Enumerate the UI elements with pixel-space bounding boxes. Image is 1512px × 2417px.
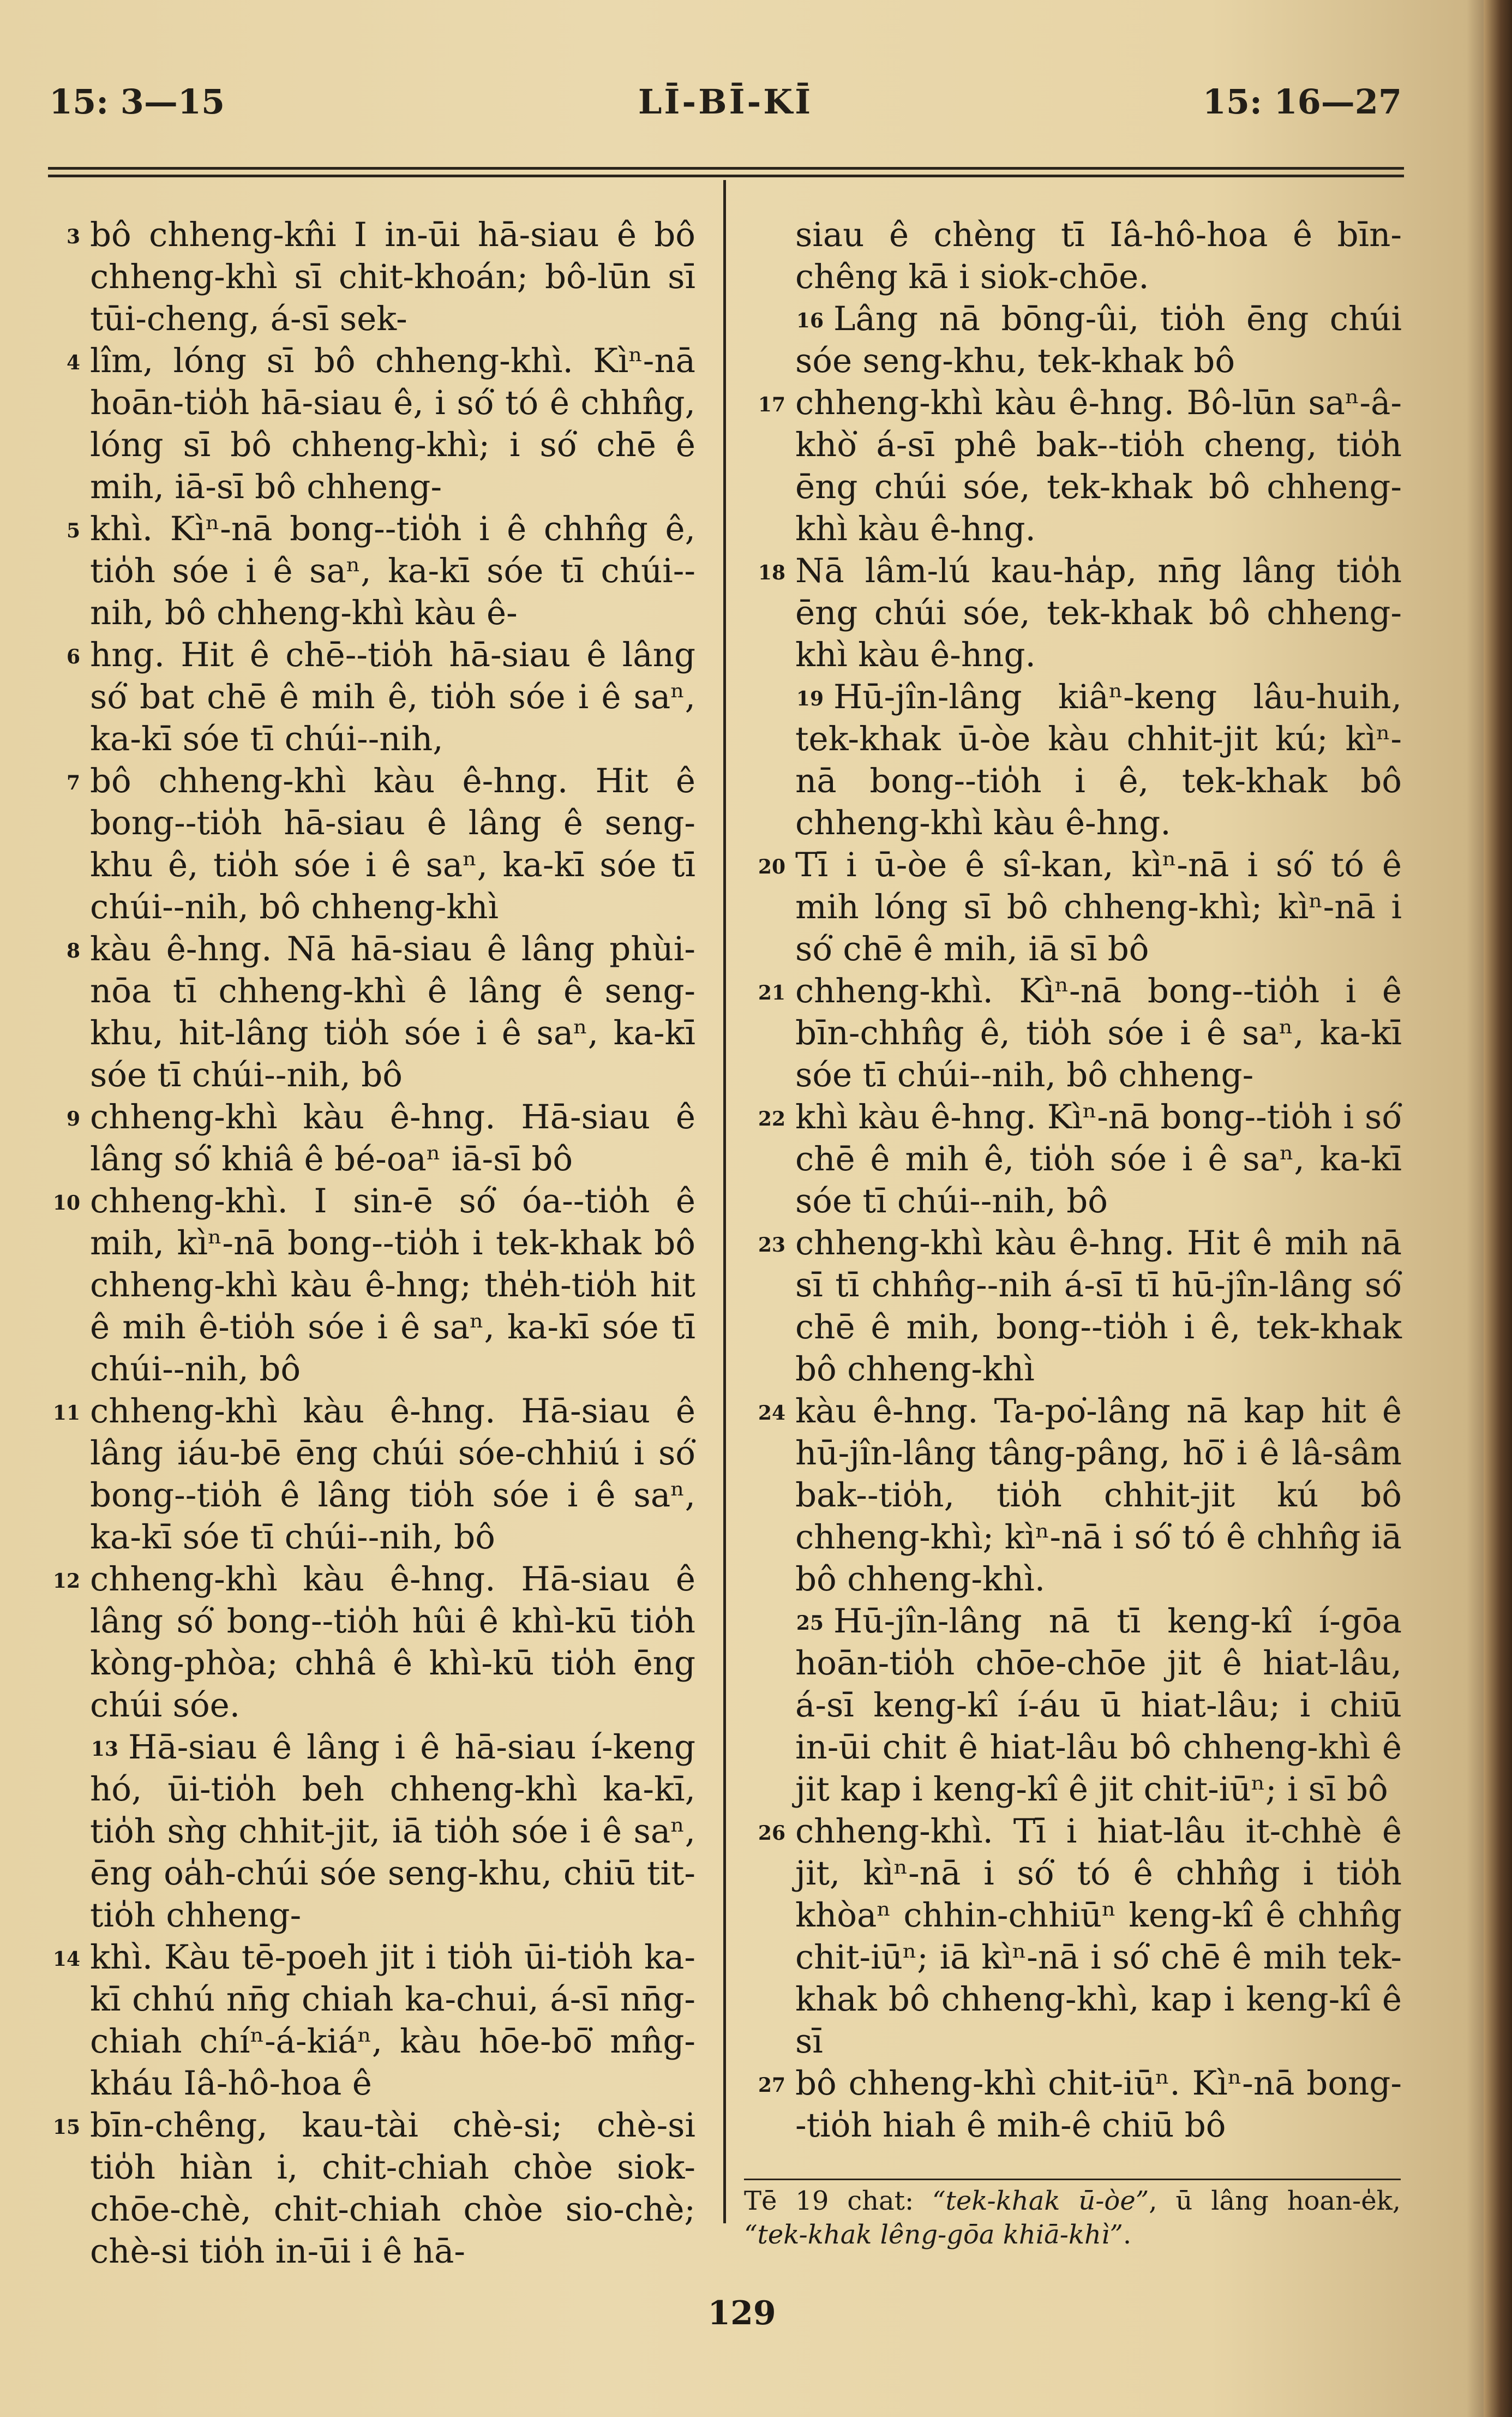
verse-paragraph — [66, 634, 695, 760]
verse-number: 26 — [758, 1822, 785, 1845]
verse-text: Hū-jîn-lâng kiâⁿ-keng lâu-huih, tek-khak ū-òe kàu chhit-jit kú; kìⁿ-nā bong--tio̍h i ê, tek-khak bô chheng-khì kàu ê-hng. — [795, 678, 1402, 842]
verse-paragraph — [795, 1600, 1402, 1810]
verse-number: 15 — [52, 2116, 80, 2139]
header-rule-top — [48, 167, 1404, 170]
verse-text: khì. Kàu tē-poeh jit i tio̍h ūi-tio̍h ka-kī chhú nn̄g chiah ka-chui, á-sī nn̄g-chiah chíⁿ-á-kiáⁿ, kàu hōe-bō͘ mn̂g-kháu Iâ-hô-hoa ê — [90, 1938, 695, 2103]
verse-text: bô chheng-khì kàu ê-hng. Hit ê bong--tio̍h hā-siau ê lâng ê seng-khu ê, tio̍h sóe i ê saⁿ, ka-kī sóe tī chúi--nih, bô chheng-khì — [90, 762, 695, 926]
verse-paragraph — [795, 676, 1402, 844]
verse-text: Hā-siau ê lâng i ê hā-siau í-keng hó, ūi-tio̍h beh chheng-khì ka-kī, tio̍h sǹg chhit-jit, iā tio̍h sóe i ê saⁿ, ēng oa̍h-chúi sóe seng-khu, chiū tit-tio̍h chheng- — [90, 1728, 695, 1935]
verse-number: 13 — [91, 1738, 118, 1761]
verse-text: bô chheng-khì chit-iūⁿ. Kìⁿ-nā bong--tio̍h hiah ê mih-ê chiū bô — [795, 2064, 1402, 2145]
verse-number: 19 — [796, 687, 824, 710]
verse-number: 17 — [758, 393, 785, 416]
verse-number: 5 — [66, 519, 80, 542]
right-text-column — [758, 214, 1402, 2146]
verse-paragraph — [758, 382, 1402, 550]
verse-number: 24 — [758, 1402, 785, 1425]
verse-number: 20 — [758, 855, 785, 878]
verse-paragraph — [795, 298, 1402, 382]
verse-text: kàu ê-hng. Nā hā-siau ê lâng phùi-nōa tī chheng-khì ê lâng ê seng-khu, hit-lâng tio̍h sóe i ê saⁿ, ka-kī sóe tī chúi--nih, bô — [90, 930, 695, 1094]
verse-paragraph — [758, 1222, 1402, 1390]
footnote-suffix: . — [1123, 2219, 1132, 2250]
verse-number: 3 — [66, 225, 80, 248]
verse-paragraph — [758, 550, 1402, 676]
verse-paragraph — [758, 844, 1402, 970]
verse-text: Hū-jîn-lâng nā tī keng-kî í-gōa hoān-tio̍h chōe-chōe jit ê hiat-lâu, á-sī keng-kî í-áu ū hiat-lâu; i chiū in-ūi chit ê hiat-lâu bô chheng-khì ê jit kap i keng-kî ê jit chit-iūⁿ; i sī bô — [795, 1602, 1402, 1809]
verse-number: 8 — [66, 940, 80, 962]
verse-number: 22 — [758, 1108, 785, 1130]
right-verse-range: 15: 16—27 — [1202, 82, 1402, 122]
verse-number: 18 — [758, 561, 785, 584]
verse-text: chheng-khì. Kìⁿ-nā bong--tio̍h i ê bīn-chhn̂g ê, tio̍h sóe i ê saⁿ, ka-kī sóe tī chúi--nih, bô chheng- — [795, 972, 1402, 1094]
verse-number: 4 — [66, 351, 80, 374]
verse-number: 27 — [758, 2074, 785, 2097]
footnote-rule — [744, 2179, 1401, 2180]
verse-text: Nā lâm-lú kau-ha̍p, nn̄g lâng tio̍h ēng chúi sóe, tek-khak bô chheng-khì kàu ê-hng. — [795, 552, 1402, 674]
verse-number: 21 — [758, 982, 785, 1004]
verse-paragraph — [52, 1936, 695, 2104]
verse-text: siau ê chèng tī Iâ-hô-hoa ê bīn-chêng kā i siok-chōe. — [795, 216, 1402, 296]
verse-text: chheng-khì. I sin-ē só͘ óa--tio̍h ê mih, kìⁿ-nā bong--tio̍h i tek-khak bô chheng-khì kàu ê-hng; the̍h-tio̍h hit ê mih ê-tio̍h sóe i ê saⁿ, ka-kī sóe tī chúi--nih, bô — [90, 1182, 695, 1389]
verse-paragraph — [66, 508, 695, 634]
verse-paragraph — [52, 1390, 695, 1558]
verse-paragraph — [90, 1726, 695, 1936]
footnote-middle: , ū lâng hoan-e̍k, — [1149, 2186, 1401, 2216]
verse-text: chheng-khì kàu ê-hng. Hit ê mih nā sī tī chhn̂g--nih á-sī tī hū-jîn-lâng só͘ chē ê mih, bong--tio̍h i ê, tek-khak bô chheng-khì — [795, 1224, 1402, 1389]
verse-paragraph — [66, 928, 695, 1096]
verse-text: khì. Kìⁿ-nā bong--tio̍h i ê chhn̂g ê, tio̍h sóe i ê saⁿ, ka-kī sóe tī chúi--nih, bô chheng-khì kàu ê- — [90, 510, 695, 632]
verse-number: 12 — [52, 1570, 80, 1593]
verse-paragraph — [52, 2104, 695, 2272]
verse-paragraph — [66, 1096, 695, 1180]
page-edge — [1484, 0, 1512, 2417]
verse-number: 9 — [66, 1108, 80, 1130]
left-text-column — [52, 214, 695, 2272]
verse-number: 11 — [52, 1402, 80, 1425]
verse-text: chheng-khì kàu ê-hng. Hā-siau ê lâng iáu-bē ēng chúi sóe-chhiú i só͘ bong--tio̍h ê lâng tio̍h sóe i ê saⁿ, ka-kī sóe tī chúi--nih, bô — [90, 1392, 695, 1557]
left-verse-range: 15: 3—15 — [49, 82, 225, 122]
footnote-quote-1: “tek-khak ū-òe” — [932, 2186, 1149, 2216]
verse-number: 25 — [796, 1612, 824, 1635]
verse-text: lîm, lóng sī bô chheng-khì. Kìⁿ-nā hoān-tio̍h hā-siau ê, i só͘ tó ê chhn̂g, lóng sī bô chheng-khì; i só͘ chē ê mih, iā-sī bô chheng- — [90, 342, 695, 506]
verse-number: 23 — [758, 1234, 785, 1257]
page-number: 129 — [707, 2294, 776, 2332]
verse-text: chheng-khì. Tī i hiat-lâu it-chhè ê jit, kìⁿ-nā i só͘ tó ê chhn̂g i tio̍h khòaⁿ chhin-chhiūⁿ keng-kî ê chhn̂g chit-iūⁿ; iā kìⁿ-nā i só͘ chē ê mih tek-khak bô chheng-khì, kap i keng-kî ê sī — [795, 1812, 1402, 2061]
verse-text: kàu ê-hng. Ta-po͘-lâng nā kap hit ê hū-jîn-lâng tâng-pâng, hō͘ i ê lâ-sâm bak--tio̍h, tio̍h chhit-jit kú bô chheng-khì; kìⁿ-nā i só͘ tó ê chhn̂g iā bô chheng-khì. — [795, 1392, 1402, 1599]
verse-text: chheng-khì kàu ê-hng. Bô-lūn saⁿ-â-khò͘ á-sī phê bak--tio̍h cheng, tio̍h ēng chúi sóe, tek-khak bô chheng-khì kàu ê-hng. — [795, 384, 1402, 548]
verse-text: chheng-khì kàu ê-hng. Hā-siau ê lâng só͘ bong--tio̍h hûi ê khì-kū tio̍h kòng-phòa; chhâ ê khì-kū tio̍h ēng chúi sóe. — [90, 1560, 695, 1725]
verse-paragraph — [795, 214, 1402, 298]
verse-paragraph — [758, 1390, 1402, 1600]
footnote-prefix: Tē 19 chat: — [744, 2186, 933, 2216]
verse-paragraph — [758, 970, 1402, 1096]
verse-paragraph — [66, 760, 695, 928]
verse-text: Lâng nā bōng-ûi, tio̍h ēng chúi sóe seng-khu, tek-khak bô — [795, 300, 1402, 380]
verse-number: 6 — [66, 645, 80, 668]
verse-number: 7 — [66, 771, 80, 794]
verse-paragraph — [52, 1558, 695, 1726]
running-header — [49, 82, 1402, 131]
column-divider — [723, 180, 726, 2223]
verse-number: 10 — [52, 1192, 80, 1215]
verse-paragraph — [758, 1810, 1402, 2062]
book-title: LĪ-BĪ-KĪ — [638, 82, 813, 122]
verse-text: bīn-chêng, kau-tài chè-si; chè-si tio̍h hiàn i, chit-chiah chòe siok-chōe-chè, chit-chiah chòe sio-chè; chè-si tio̍h in-ūi i ê hā- — [90, 2106, 695, 2271]
verse-paragraph — [758, 1096, 1402, 1222]
verse-text: chheng-khì kàu ê-hng. Hā-siau ê lâng só͘ khiâ ê bé-oaⁿ iā-sī bô — [90, 1098, 695, 1178]
verse-text: bô chheng-kn̂i I in-ūi hā-siau ê bô chheng-khì sī chit-khoán; bô-lūn sī tūi-cheng, á-sī sek- — [90, 216, 695, 338]
verse-paragraph — [52, 1180, 695, 1390]
footnote — [744, 2184, 1401, 2252]
header-rule-bottom — [48, 175, 1404, 177]
verse-paragraph — [66, 340, 695, 508]
verse-text: hng. Hit ê chē--tio̍h hā-siau ê lâng só͘ bat chē ê mih ê, tio̍h sóe i ê saⁿ, ka-kī sóe tī chúi--nih, — [90, 636, 695, 758]
footnote-quote-2: “tek-khak lêng-gōa khiā-khì” — [744, 2219, 1123, 2250]
verse-text: khì kàu ê-hng. Kìⁿ-nā bong--tio̍h i só͘ chē ê mih ê, tio̍h sóe i ê saⁿ, ka-kī sóe tī chúi--nih, bô — [795, 1098, 1402, 1221]
verse-text: Tī i ū-òe ê sî-kan, kìⁿ-nā i só͘ tó ê mih lóng sī bô chheng-khì; kìⁿ-nā i só͘ chē ê mih, iā sī bô — [795, 846, 1402, 968]
verse-paragraph — [758, 2062, 1402, 2146]
verse-number: 14 — [52, 1948, 80, 1971]
verse-paragraph — [66, 214, 695, 340]
verse-number: 16 — [796, 309, 824, 332]
